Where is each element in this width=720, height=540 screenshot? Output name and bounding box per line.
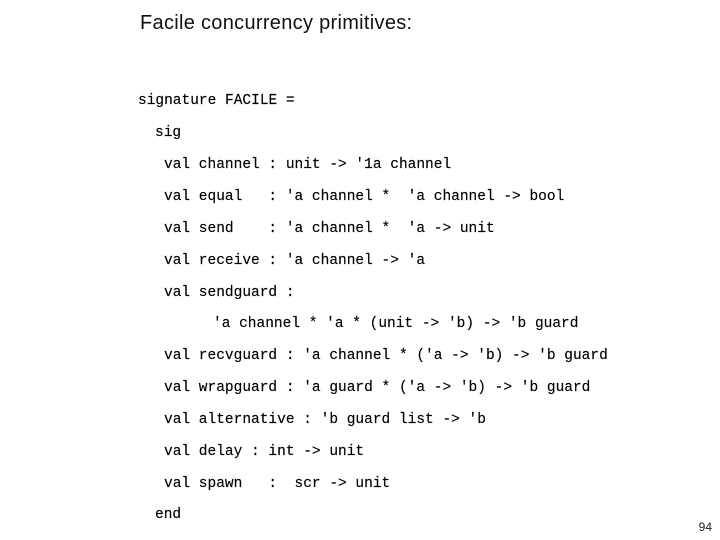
- code-line-sig: sig: [155, 125, 182, 141]
- code-line-sendguard-type: 'a channel * 'a * (unit -> 'b) -> 'b guard: [213, 316, 579, 332]
- code-line-wrapguard: val wrapguard : 'a guard * ('a -> 'b) -> 'b guard: [164, 380, 591, 396]
- code-line-sendguard: val sendguard :: [164, 285, 295, 301]
- code-line-receive: val receive : 'a channel -> 'a: [164, 253, 426, 269]
- code-line-equal: val equal : 'a channel * 'a channel -> bool: [164, 189, 565, 205]
- code-line-send: val send : 'a channel * 'a -> unit: [164, 221, 495, 237]
- code-line-alternative: val alternative : 'b guard list -> 'b: [164, 412, 486, 428]
- page-number: 94: [698, 520, 712, 534]
- code-line-signature: signature FACILE =: [138, 93, 295, 109]
- code-line-delay: val delay : int -> unit: [164, 444, 365, 460]
- code-line-recvguard: val recvguard : 'a channel * ('a -> 'b) -> 'b guard: [164, 348, 608, 364]
- slide-title: Facile concurrency primitives:: [140, 12, 413, 34]
- code-line-channel: val channel : unit -> '1a channel: [164, 157, 452, 173]
- code-line-end: end: [155, 507, 182, 523]
- code-line-spawn: val spawn : scr -> unit: [164, 476, 391, 492]
